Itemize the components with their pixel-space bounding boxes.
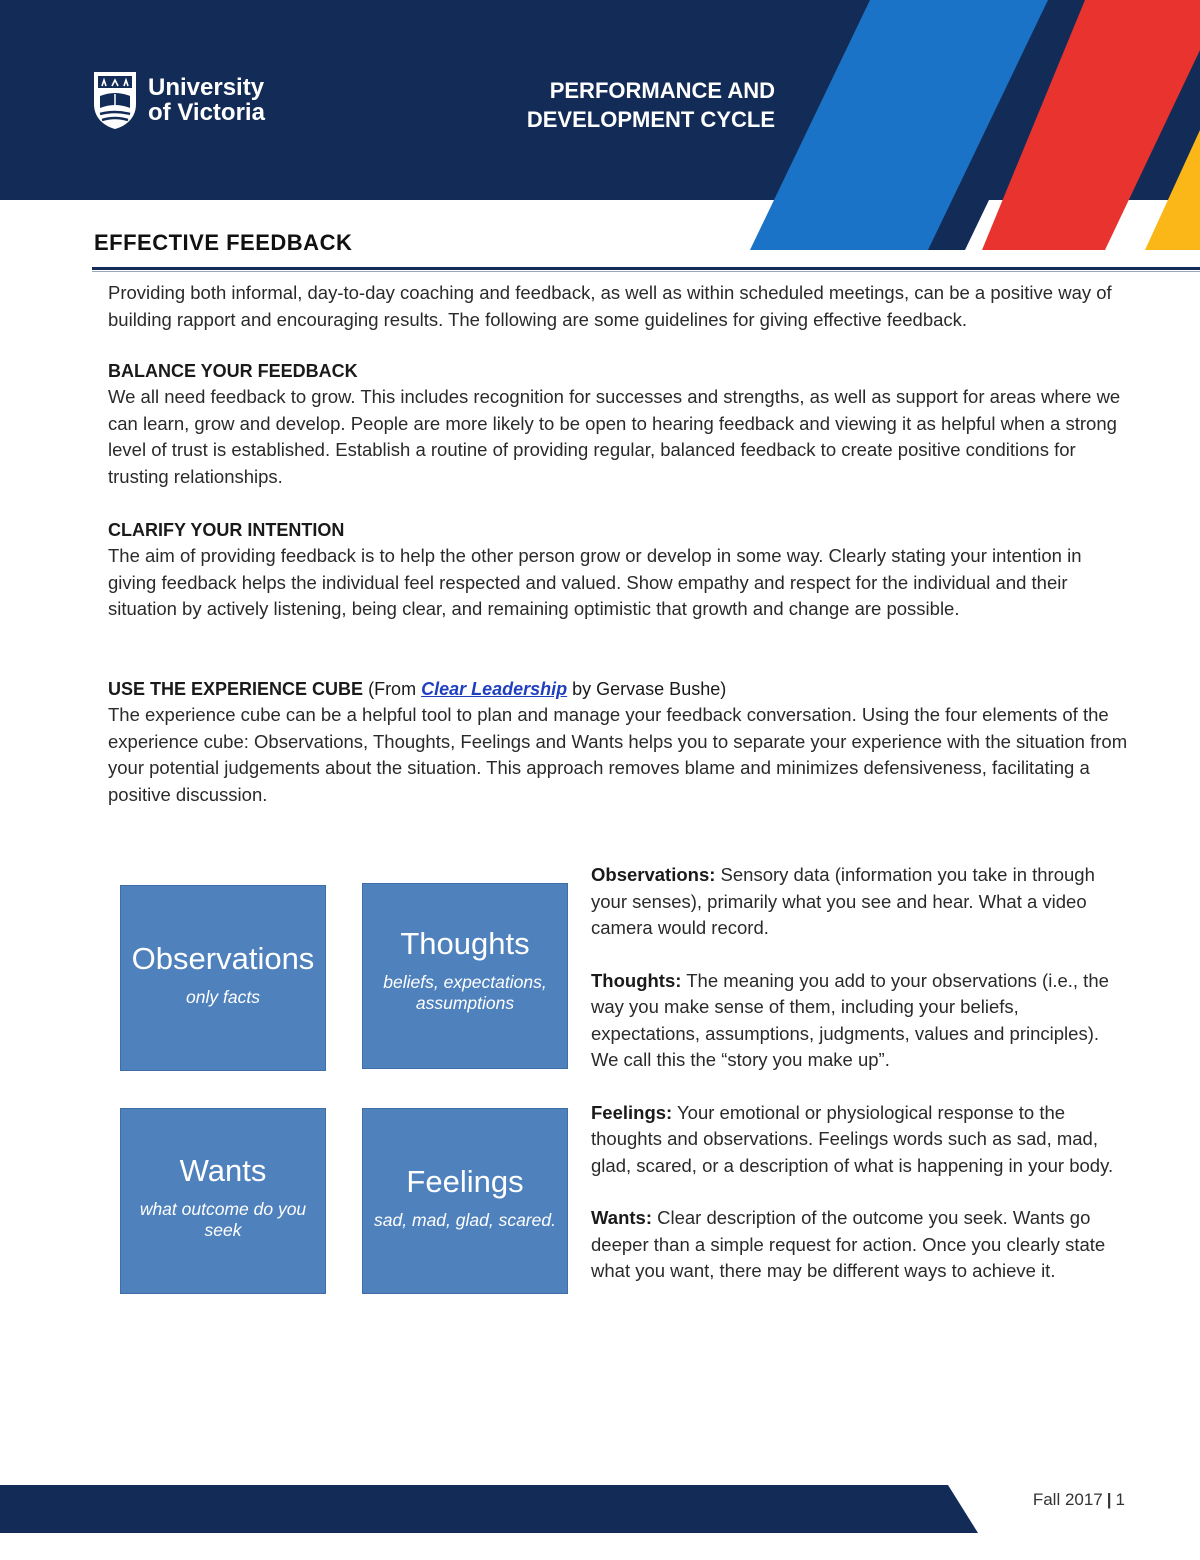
definition-feelings (591, 1100, 1131, 1180)
cube-subtitle: only facts (186, 987, 260, 1007)
cube-subtitle: what outcome do you seek (139, 1199, 307, 1240)
cube-title: Wants (179, 1153, 267, 1188)
cube-observations (120, 885, 326, 1071)
cube-title: Thoughts (400, 926, 530, 961)
cube-title: Feelings (406, 1164, 524, 1199)
definition-observations (591, 862, 1131, 942)
definition-thoughts (591, 968, 1131, 1074)
footer-page-number: 1 (1115, 1490, 1125, 1509)
footer-season: Fall 2017 (1032, 1490, 1103, 1509)
definitions-list (591, 862, 1131, 1311)
university-logo (92, 70, 265, 130)
cube-thoughts (362, 883, 568, 1069)
logo-line1: University (148, 74, 265, 101)
header-title-line1: PERFORMANCE AND (549, 78, 775, 103)
section-heading (108, 676, 1138, 702)
section-text: The experience cube can be a helpful tool to plan and manage your feedback conversation. Using the four elements of the experience cube: Observations, Thoughts, Feelings and Wants helps you to separate your experience with the situation from your potential judgements about the situation. This approach removes blame and minimizes defensiveness, facilitating a positive discussion. (108, 704, 1128, 805)
cube-feelings (362, 1108, 568, 1294)
definition-text: The meaning you add to your observations (i.e., the way you make sense of them, including your beliefs, expectations, assumptions, judgments, values and principles). We call this the “story you make up”. (591, 969, 1109, 1070)
section-intention (108, 517, 1133, 623)
logo-line2: of Victoria (148, 99, 265, 126)
cube-subtitle: beliefs, expectations, assumptions (383, 972, 547, 1013)
section-experience-cube (108, 676, 1138, 808)
header-title-line2: DEVELOPMENT CYCLE (526, 107, 775, 132)
heading-from: (From (368, 679, 422, 699)
page-title: EFFECTIVE FEEDBACK (94, 230, 353, 255)
section-balance (108, 358, 1133, 490)
definition-text: Your emotional or physiological response to the thoughts and observations. Feelings words such as sad, mad, glad, scared, or a description of what is happening in your body. (591, 1101, 1114, 1176)
definition-term: Wants: (591, 1207, 652, 1228)
heading-by: by Gervase Bushe) (567, 679, 727, 699)
definition-term: Feelings: (591, 1101, 673, 1123)
definition-term: Thoughts: (591, 969, 682, 991)
footer-separator: | (1106, 1490, 1112, 1509)
footer-page-info (1033, 1490, 1125, 1510)
definition-term: Observations: (591, 864, 716, 885)
intro-paragraph: Providing both informal, day-to-day coaching and feedback, as well as within scheduled meetings, can be a positive way of building rapport and encouraging results. The following are some guidelines for giving effective feedback. (108, 282, 1112, 330)
header-title (500, 76, 775, 134)
clear-leadership-link[interactable]: Clear Leadership (421, 679, 568, 699)
cube-wants (120, 1108, 326, 1294)
definition-text: Sensory data (information you take in through your senses), primarily what you see and hear. What a video camera would record. (591, 864, 1095, 938)
definition-wants (591, 1205, 1131, 1285)
section-text: The aim of providing feedback is to help the other person grow or develop in some way. Clearly stating your intention in giving feedback helps the individual feel respected and valued. Show empathy and respect for the individual and their situation by actively listening, being clear, and remaining optimistic that growth and change are possible. (108, 545, 1082, 619)
logo-wordmark (148, 75, 265, 125)
definition-text: Clear description of the outcome you seek. Wants go deeper than a simple request for action. Once you clearly state what you want, there may be different ways to achieve it. (591, 1207, 1106, 1281)
title-rule (92, 267, 1200, 270)
footer-band (0, 1483, 1000, 1535)
crest-icon (92, 70, 138, 130)
cube-subtitle: sad, mad, glad, scared. (374, 1210, 556, 1230)
section-heading: BALANCE YOUR FEEDBACK (108, 361, 358, 381)
section-text: We all need feedback to grow. This includes recognition for successes and strengths, as well as support for areas where we can learn, grow and develop. People are more likely to be open to hearing feedback and viewing it as helpful when a strong level of trust is established. Establish a routine of providing regular, balanced feedback to create positive conditions for trusting relationships. (108, 386, 1121, 487)
cube-title: Observations (131, 941, 315, 976)
section-heading: CLARIFY YOUR INTENTION (108, 520, 345, 540)
title-rule-thin (92, 271, 1200, 272)
section-heading-label: USE THE EXPERIENCE CUBE (108, 679, 364, 699)
